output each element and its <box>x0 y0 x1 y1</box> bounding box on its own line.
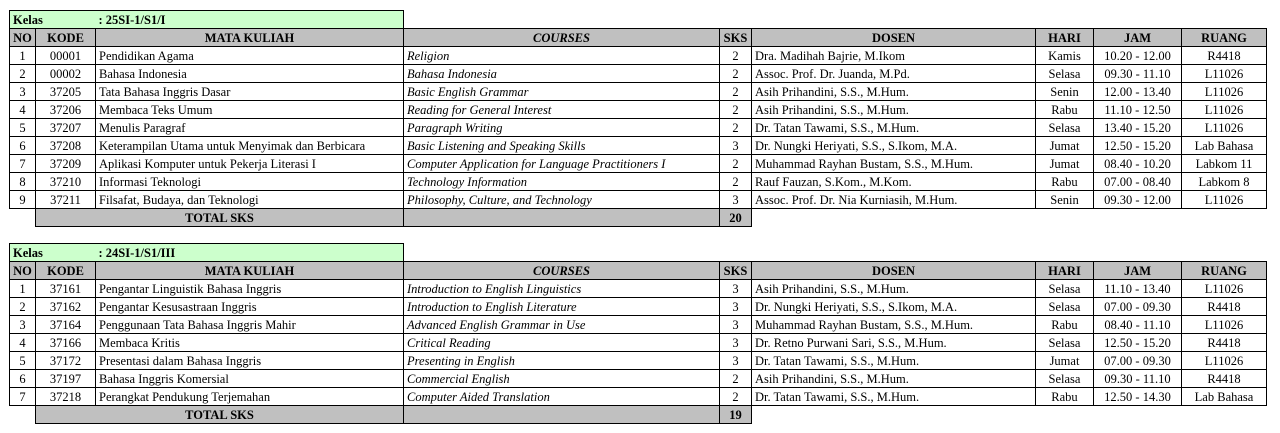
table-row <box>10 173 1267 191</box>
cell-dosen: Rauf Fauzan, S.Kom., M.Kom. <box>752 173 1036 191</box>
header-dosen: DOSEN <box>752 262 1036 280</box>
cell-kode: 37206 <box>36 101 96 119</box>
cell-mata-kuliah: Bahasa Inggris Komersial <box>96 370 404 388</box>
cell-dosen: Asih Prihandini, S.S., M.Hum. <box>752 83 1036 101</box>
total-sks-label: TOTAL SKS <box>36 406 404 424</box>
cell-dosen: Dr. Nungki Heriyati, S.S., S.Ikom, M.A. <box>752 298 1036 316</box>
header-courses: COURSES <box>404 29 720 47</box>
cell-sks: 3 <box>720 352 752 370</box>
table-row <box>10 47 1267 65</box>
total-sks-value: 20 <box>720 209 752 227</box>
cell-jam: 11.10 - 12.50 <box>1094 101 1182 119</box>
cell-sks: 3 <box>720 334 752 352</box>
cell-no: 5 <box>10 119 36 137</box>
kelas-value: : 24SI-1/S1/III <box>96 244 404 262</box>
table-row <box>10 334 1267 352</box>
cell-hari: Selasa <box>1036 334 1094 352</box>
cell-dosen: Dr. Nungki Heriyati, S.S., S.Ikom, M.A. <box>752 137 1036 155</box>
total-row <box>10 209 1267 227</box>
cell-courses: Basic Listening and Speaking Skills <box>404 137 720 155</box>
cell-hari: Selasa <box>1036 370 1094 388</box>
cell-jam: 07.00 - 09.30 <box>1094 298 1182 316</box>
header-sks: SKS <box>720 262 752 280</box>
cell-sks: 2 <box>720 47 752 65</box>
cell-mata-kuliah: Pengantar Linguistik Bahasa Inggris <box>96 280 404 298</box>
cell-kode: 37197 <box>36 370 96 388</box>
cell-courses: Bahasa Indonesia <box>404 65 720 83</box>
cell-mata-kuliah: Keterampilan Utama untuk Menyimak dan Berbicara <box>96 137 404 155</box>
cell-jam: 13.40 - 15.20 <box>1094 119 1182 137</box>
table-row <box>10 65 1267 83</box>
table-row <box>10 191 1267 209</box>
cell-sks: 3 <box>720 316 752 334</box>
kelas-value: : 25SI-1/S1/I <box>96 11 404 29</box>
cell-sks: 2 <box>720 155 752 173</box>
cell-mata-kuliah: Membaca Kritis <box>96 334 404 352</box>
table-row <box>10 101 1267 119</box>
cell-kode: 37211 <box>36 191 96 209</box>
cell-no: 6 <box>10 137 36 155</box>
cell-no: 3 <box>10 83 36 101</box>
cell-no: 8 <box>10 173 36 191</box>
header-courses: COURSES <box>404 262 720 280</box>
cell-sks: 3 <box>720 191 752 209</box>
cell-ruang: R4418 <box>1182 334 1267 352</box>
cell-mata-kuliah: Penggunaan Tata Bahasa Inggris Mahir <box>96 316 404 334</box>
cell-courses: Critical Reading <box>404 334 720 352</box>
cell-jam: 07.00 - 09.30 <box>1094 352 1182 370</box>
cell-ruang: L11026 <box>1182 280 1267 298</box>
cell-hari: Rabu <box>1036 388 1094 406</box>
cell-mata-kuliah: Presentasi dalam Bahasa Inggris <box>96 352 404 370</box>
cell-courses: Philosophy, Culture, and Technology <box>404 191 720 209</box>
cell-courses: Presenting in English <box>404 352 720 370</box>
schedule-table <box>9 243 1267 424</box>
cell-kode: 37166 <box>36 334 96 352</box>
cell-courses: Commercial English <box>404 370 720 388</box>
cell-ruang: L11026 <box>1182 101 1267 119</box>
cell-courses: Reading for General Interest <box>404 101 720 119</box>
cell-no: 1 <box>10 47 36 65</box>
cell-kode: 00001 <box>36 47 96 65</box>
cell-no: 9 <box>10 191 36 209</box>
cell-mata-kuliah: Tata Bahasa Inggris Dasar <box>96 83 404 101</box>
kelas-row <box>10 11 1267 29</box>
schedule-table-2 <box>9 243 1267 424</box>
cell-ruang: L11026 <box>1182 65 1267 83</box>
total-sks-label: TOTAL SKS <box>36 209 404 227</box>
schedule-table-1 <box>9 10 1267 227</box>
cell-ruang: Lab Bahasa <box>1182 388 1267 406</box>
cell-sks: 2 <box>720 173 752 191</box>
cell-jam: 12.00 - 13.40 <box>1094 83 1182 101</box>
cell-kode: 37218 <box>36 388 96 406</box>
cell-courses: Paragraph Writing <box>404 119 720 137</box>
cell-sks: 3 <box>720 280 752 298</box>
cell-jam: 09.30 - 11.10 <box>1094 370 1182 388</box>
cell-courses: Introduction to English Linguistics <box>404 280 720 298</box>
cell-courses: Basic English Grammar <box>404 83 720 101</box>
cell-jam: 12.50 - 15.20 <box>1094 334 1182 352</box>
cell-courses: Religion <box>404 47 720 65</box>
cell-no: 2 <box>10 65 36 83</box>
cell-ruang: Labkom 8 <box>1182 173 1267 191</box>
cell-courses: Computer Application for Language Practitioners I <box>404 155 720 173</box>
cell-dosen: Assoc. Prof. Dr. Nia Kurniasih, M.Hum. <box>752 191 1036 209</box>
cell-hari: Jumat <box>1036 137 1094 155</box>
cell-dosen: Dr. Tatan Tawami, S.S., M.Hum. <box>752 352 1036 370</box>
cell-ruang: Labkom 11 <box>1182 155 1267 173</box>
header-ruang: RUANG <box>1182 29 1267 47</box>
cell-hari: Rabu <box>1036 101 1094 119</box>
cell-sks: 2 <box>720 388 752 406</box>
table-row <box>10 155 1267 173</box>
table-row <box>10 388 1267 406</box>
header-mata-kuliah: MATA KULIAH <box>96 262 404 280</box>
header-row <box>10 262 1267 280</box>
cell-kode: 37209 <box>36 155 96 173</box>
cell-no: 6 <box>10 370 36 388</box>
schedule-table <box>9 10 1267 227</box>
kelas-label: Kelas <box>10 244 96 262</box>
header-mata-kuliah: MATA KULIAH <box>96 29 404 47</box>
table-row <box>10 370 1267 388</box>
cell-mata-kuliah: Informasi Teknologi <box>96 173 404 191</box>
table-row <box>10 137 1267 155</box>
cell-hari: Senin <box>1036 191 1094 209</box>
table-row <box>10 316 1267 334</box>
cell-no: 5 <box>10 352 36 370</box>
cell-dosen: Muhammad Rayhan Bustam, S.S., M.Hum. <box>752 155 1036 173</box>
header-row <box>10 29 1267 47</box>
cell-ruang: L11026 <box>1182 119 1267 137</box>
cell-mata-kuliah: Pendidikan Agama <box>96 47 404 65</box>
cell-mata-kuliah: Bahasa Indonesia <box>96 65 404 83</box>
cell-ruang: R4418 <box>1182 47 1267 65</box>
header-sks: SKS <box>720 29 752 47</box>
cell-jam: 10.20 - 12.00 <box>1094 47 1182 65</box>
header-no: NO <box>10 29 36 47</box>
header-no: NO <box>10 262 36 280</box>
cell-kode: 37208 <box>36 137 96 155</box>
header-kode: KODE <box>36 262 96 280</box>
cell-no: 2 <box>10 298 36 316</box>
cell-hari: Jumat <box>1036 352 1094 370</box>
cell-kode: 37207 <box>36 119 96 137</box>
cell-sks: 2 <box>720 119 752 137</box>
cell-mata-kuliah: Membaca Teks Umum <box>96 101 404 119</box>
cell-kode: 37172 <box>36 352 96 370</box>
cell-hari: Selasa <box>1036 280 1094 298</box>
cell-courses: Introduction to English Literature <box>404 298 720 316</box>
cell-ruang: L11026 <box>1182 83 1267 101</box>
cell-dosen: Assoc. Prof. Dr. Juanda, M.Pd. <box>752 65 1036 83</box>
cell-no: 3 <box>10 316 36 334</box>
cell-dosen: Asih Prihandini, S.S., M.Hum. <box>752 101 1036 119</box>
table-row <box>10 352 1267 370</box>
cell-ruang: L11026 <box>1182 352 1267 370</box>
cell-hari: Kamis <box>1036 47 1094 65</box>
cell-mata-kuliah: Menulis Paragraf <box>96 119 404 137</box>
total-row <box>10 406 1267 424</box>
cell-jam: 09.30 - 12.00 <box>1094 191 1182 209</box>
cell-ruang: R4418 <box>1182 298 1267 316</box>
header-dosen: DOSEN <box>752 29 1036 47</box>
cell-jam: 12.50 - 14.30 <box>1094 388 1182 406</box>
cell-no: 4 <box>10 334 36 352</box>
total-sks-value: 19 <box>720 406 752 424</box>
cell-sks: 2 <box>720 83 752 101</box>
header-jam: JAM <box>1094 262 1182 280</box>
cell-kode: 37164 <box>36 316 96 334</box>
cell-hari: Senin <box>1036 83 1094 101</box>
cell-dosen: Dr. Tatan Tawami, S.S., M.Hum. <box>752 119 1036 137</box>
cell-ruang: L11026 <box>1182 191 1267 209</box>
cell-sks: 2 <box>720 370 752 388</box>
cell-mata-kuliah: Aplikasi Komputer untuk Pekerja Literasi I <box>96 155 404 173</box>
cell-ruang: L11026 <box>1182 316 1267 334</box>
cell-dosen: Asih Prihandini, S.S., M.Hum. <box>752 370 1036 388</box>
cell-sks: 3 <box>720 137 752 155</box>
cell-mata-kuliah: Pengantar Kesusastraan Inggris <box>96 298 404 316</box>
cell-hari: Rabu <box>1036 316 1094 334</box>
cell-no: 7 <box>10 155 36 173</box>
cell-hari: Selasa <box>1036 119 1094 137</box>
cell-no: 4 <box>10 101 36 119</box>
cell-mata-kuliah: Perangkat Pendukung Terjemahan <box>96 388 404 406</box>
cell-jam: 12.50 - 15.20 <box>1094 137 1182 155</box>
cell-kode: 37161 <box>36 280 96 298</box>
cell-kode: 00002 <box>36 65 96 83</box>
cell-hari: Selasa <box>1036 65 1094 83</box>
cell-jam: 09.30 - 11.10 <box>1094 65 1182 83</box>
cell-no: 1 <box>10 280 36 298</box>
kelas-row <box>10 244 1267 262</box>
cell-kode: 37205 <box>36 83 96 101</box>
header-hari: HARI <box>1036 262 1094 280</box>
table-row <box>10 119 1267 137</box>
cell-jam: 08.40 - 11.10 <box>1094 316 1182 334</box>
cell-kode: 37210 <box>36 173 96 191</box>
cell-dosen: Dr. Retno Purwani Sari, S.S., M.Hum. <box>752 334 1036 352</box>
cell-jam: 07.00 - 08.40 <box>1094 173 1182 191</box>
cell-ruang: R4418 <box>1182 370 1267 388</box>
cell-sks: 3 <box>720 298 752 316</box>
cell-ruang: Lab Bahasa <box>1182 137 1267 155</box>
cell-courses: Advanced English Grammar in Use <box>404 316 720 334</box>
cell-dosen: Asih Prihandini, S.S., M.Hum. <box>752 280 1036 298</box>
header-hari: HARI <box>1036 29 1094 47</box>
cell-no: 7 <box>10 388 36 406</box>
header-kode: KODE <box>36 29 96 47</box>
cell-sks: 2 <box>720 65 752 83</box>
table-row <box>10 280 1267 298</box>
table-row <box>10 83 1267 101</box>
cell-jam: 08.40 - 10.20 <box>1094 155 1182 173</box>
cell-hari: Rabu <box>1036 173 1094 191</box>
cell-jam: 11.10 - 13.40 <box>1094 280 1182 298</box>
cell-dosen: Muhammad Rayhan Bustam, S.S., M.Hum. <box>752 316 1036 334</box>
header-ruang: RUANG <box>1182 262 1267 280</box>
header-jam: JAM <box>1094 29 1182 47</box>
cell-kode: 37162 <box>36 298 96 316</box>
cell-hari: Selasa <box>1036 298 1094 316</box>
kelas-label: Kelas <box>10 11 96 29</box>
cell-hari: Jumat <box>1036 155 1094 173</box>
cell-dosen: Dr. Tatan Tawami, S.S., M.Hum. <box>752 388 1036 406</box>
cell-dosen: Dra. Madihah Bajrie, M.Ikom <box>752 47 1036 65</box>
table-row <box>10 298 1267 316</box>
cell-mata-kuliah: Filsafat, Budaya, dan Teknologi <box>96 191 404 209</box>
cell-courses: Technology Information <box>404 173 720 191</box>
cell-sks: 2 <box>720 101 752 119</box>
cell-courses: Computer Aided Translation <box>404 388 720 406</box>
